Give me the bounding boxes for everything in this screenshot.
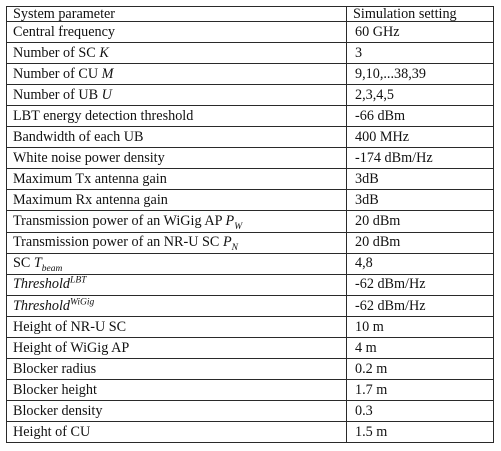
value-cell: 4 m bbox=[347, 337, 494, 358]
value-cell: 0.3 bbox=[347, 400, 494, 421]
table-row bbox=[7, 148, 494, 169]
param-cell bbox=[7, 148, 347, 169]
math-subscript: W bbox=[234, 222, 243, 233]
param-text: Maximum Rx antenna gain bbox=[13, 192, 168, 209]
value-cell: 60 GHz bbox=[347, 22, 494, 43]
table-header-row bbox=[7, 7, 494, 22]
param-text: Number of UB bbox=[13, 87, 99, 104]
value-cell: 20 dBm bbox=[347, 211, 494, 232]
table-row bbox=[7, 232, 494, 253]
table-row bbox=[7, 43, 494, 64]
table-row bbox=[7, 85, 494, 106]
value-cell: 3dB bbox=[347, 190, 494, 211]
value-cell: 9,10,...38,39 bbox=[347, 64, 494, 85]
math-symbol: P bbox=[222, 234, 232, 251]
value-cell: 3 bbox=[347, 43, 494, 64]
table-row bbox=[7, 337, 494, 358]
param-text: SC bbox=[13, 255, 31, 272]
math-subscript: N bbox=[231, 243, 238, 254]
param-cell bbox=[7, 232, 347, 253]
value-cell: 0.2 m bbox=[347, 358, 494, 379]
value-cell: -62 dBm/Hz bbox=[347, 295, 494, 316]
param-text: Height of NR-U SC bbox=[13, 318, 127, 335]
param-cell bbox=[7, 22, 347, 43]
param-cell bbox=[7, 358, 347, 379]
math-symbol: Threshold bbox=[13, 297, 71, 314]
param-text: Blocker height bbox=[13, 381, 97, 398]
table-row bbox=[7, 106, 494, 127]
table-row bbox=[7, 22, 494, 43]
table-row bbox=[7, 274, 494, 295]
param-text: White noise power density bbox=[13, 150, 165, 167]
value-cell: 1.7 m bbox=[347, 379, 494, 400]
simulation-parameter-table bbox=[6, 6, 494, 443]
param-cell bbox=[7, 106, 347, 127]
value-cell: 1.5 m bbox=[347, 421, 494, 442]
parameter-table-container bbox=[6, 6, 493, 443]
table-row bbox=[7, 421, 494, 442]
header-system-parameter: System parameter bbox=[7, 7, 347, 22]
param-cell bbox=[7, 316, 347, 337]
table-row bbox=[7, 400, 494, 421]
table-row bbox=[7, 211, 494, 232]
value-cell: 20 dBm bbox=[347, 232, 494, 253]
param-text: Transmission power of an WiGig AP bbox=[13, 213, 222, 230]
table-row bbox=[7, 253, 494, 274]
param-text: LBT energy detection threshold bbox=[13, 108, 194, 125]
param-cell bbox=[7, 421, 347, 442]
value-cell: 2,3,4,5 bbox=[347, 85, 494, 106]
table-row bbox=[7, 379, 494, 400]
param-text: Number of SC bbox=[13, 45, 96, 62]
math-symbol: M bbox=[101, 66, 114, 83]
value-cell: -174 dBm/Hz bbox=[347, 148, 494, 169]
math-symbol: K bbox=[99, 45, 109, 62]
param-cell bbox=[7, 253, 347, 274]
value-cell: -66 dBm bbox=[347, 106, 494, 127]
table-row bbox=[7, 316, 494, 337]
param-text: Blocker radius bbox=[13, 360, 97, 377]
param-cell bbox=[7, 169, 347, 190]
header-simulation-setting: Simulation setting bbox=[347, 7, 494, 22]
param-text: Transmission power of an NR-U SC bbox=[13, 234, 220, 251]
table-row bbox=[7, 64, 494, 85]
value-cell: -62 dBm/Hz bbox=[347, 274, 494, 295]
param-text: Height of WiGig AP bbox=[13, 339, 130, 356]
value-cell: 10 m bbox=[347, 316, 494, 337]
param-cell bbox=[7, 295, 347, 316]
table-row bbox=[7, 358, 494, 379]
param-cell bbox=[7, 190, 347, 211]
value-cell: 400 MHz bbox=[347, 127, 494, 148]
param-text: Blocker density bbox=[13, 402, 103, 419]
param-cell bbox=[7, 64, 347, 85]
math-symbol: Threshold bbox=[13, 276, 71, 293]
param-cell bbox=[7, 274, 347, 295]
math-superscript: WiGig bbox=[70, 296, 95, 307]
param-cell bbox=[7, 43, 347, 64]
param-text: Height of CU bbox=[13, 423, 91, 440]
math-subscript: beam bbox=[41, 264, 63, 275]
param-cell bbox=[7, 211, 347, 232]
value-cell: 3dB bbox=[347, 169, 494, 190]
param-cell bbox=[7, 337, 347, 358]
table-row bbox=[7, 295, 494, 316]
table-row bbox=[7, 169, 494, 190]
param-text: Maximum Tx antenna gain bbox=[13, 171, 167, 188]
param-cell bbox=[7, 127, 347, 148]
value-cell: 4,8 bbox=[347, 253, 494, 274]
table-row bbox=[7, 190, 494, 211]
math-symbol: T bbox=[33, 255, 42, 272]
param-text: Bandwidth of each UB bbox=[13, 129, 144, 146]
math-superscript: LBT bbox=[70, 275, 87, 286]
param-text: Number of CU bbox=[13, 66, 99, 83]
math-symbol: P bbox=[225, 213, 235, 230]
param-cell bbox=[7, 400, 347, 421]
param-cell bbox=[7, 85, 347, 106]
math-symbol: U bbox=[101, 87, 112, 104]
table-row bbox=[7, 127, 494, 148]
param-text: Central frequency bbox=[13, 24, 116, 41]
param-cell bbox=[7, 379, 347, 400]
